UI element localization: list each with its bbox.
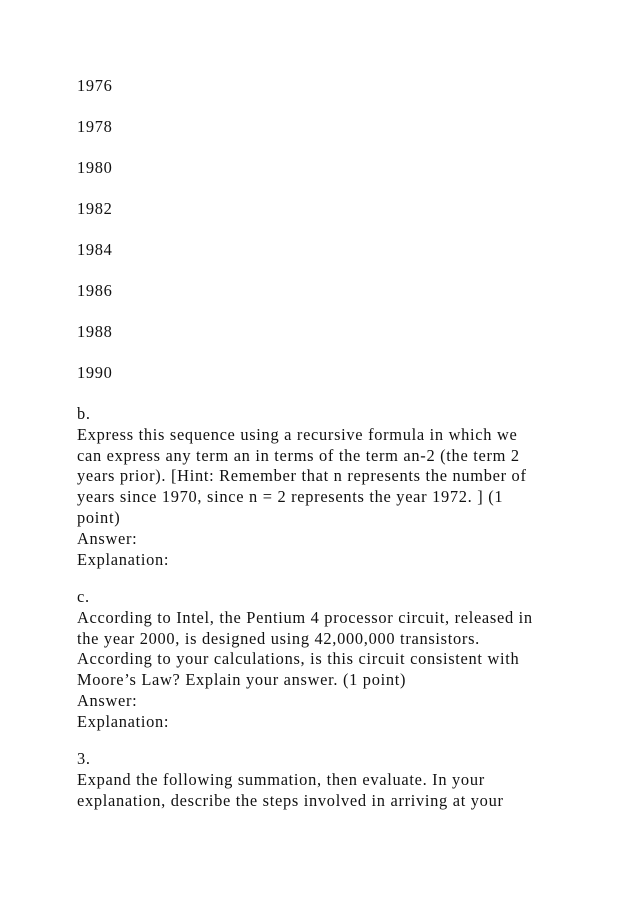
part-b-answer-label: Answer: bbox=[77, 528, 138, 548]
question-3-label: 3. bbox=[77, 749, 91, 768]
part-b-question-line: point) bbox=[77, 507, 121, 527]
part-c-question-line: According to your calculations, is this circuit consistent with bbox=[77, 649, 520, 669]
part-c-section bbox=[77, 587, 577, 733]
part-b-question-line: can express any term an in terms of the term an-2 (the term 2 bbox=[77, 445, 520, 465]
part-b-question-line: years prior). [Hint: Remember that n represents the number of bbox=[77, 466, 527, 486]
part-b-section bbox=[77, 404, 577, 570]
question-3-section bbox=[77, 749, 577, 811]
year-item: 1988 bbox=[77, 322, 113, 341]
year-item: 1980 bbox=[77, 158, 113, 177]
question-3-line: explanation, describe the steps involved in arriving at your bbox=[77, 790, 504, 810]
year-item: 1976 bbox=[77, 76, 113, 95]
part-b-question-line: Express this sequence using a recursive formula in which we bbox=[77, 424, 518, 444]
part-c-answer-label: Answer: bbox=[77, 690, 138, 710]
part-b-question-line: years since 1970, since n = 2 represents the year 1972. ] (1 bbox=[77, 487, 504, 507]
year-item: 1982 bbox=[77, 199, 113, 218]
year-item: 1984 bbox=[77, 240, 113, 259]
part-c-question-line: Moore’s Law? Explain your answer. (1 point) bbox=[77, 670, 407, 690]
part-c-question-line: the year 2000, is designed using 42,000,000 transistors. bbox=[77, 628, 480, 648]
part-b-explanation-label: Explanation: bbox=[77, 549, 170, 569]
part-b-label: b. bbox=[77, 404, 91, 423]
part-c-explanation-label: Explanation: bbox=[77, 711, 170, 731]
part-c-question-line: According to Intel, the Pentium 4 processor circuit, released in bbox=[77, 607, 533, 627]
year-item: 1986 bbox=[77, 281, 113, 300]
question-3-line: Expand the following summation, then evaluate. In your bbox=[77, 769, 485, 789]
part-c-label: c. bbox=[77, 587, 90, 606]
year-item: 1990 bbox=[77, 363, 113, 382]
year-item: 1978 bbox=[77, 117, 113, 136]
